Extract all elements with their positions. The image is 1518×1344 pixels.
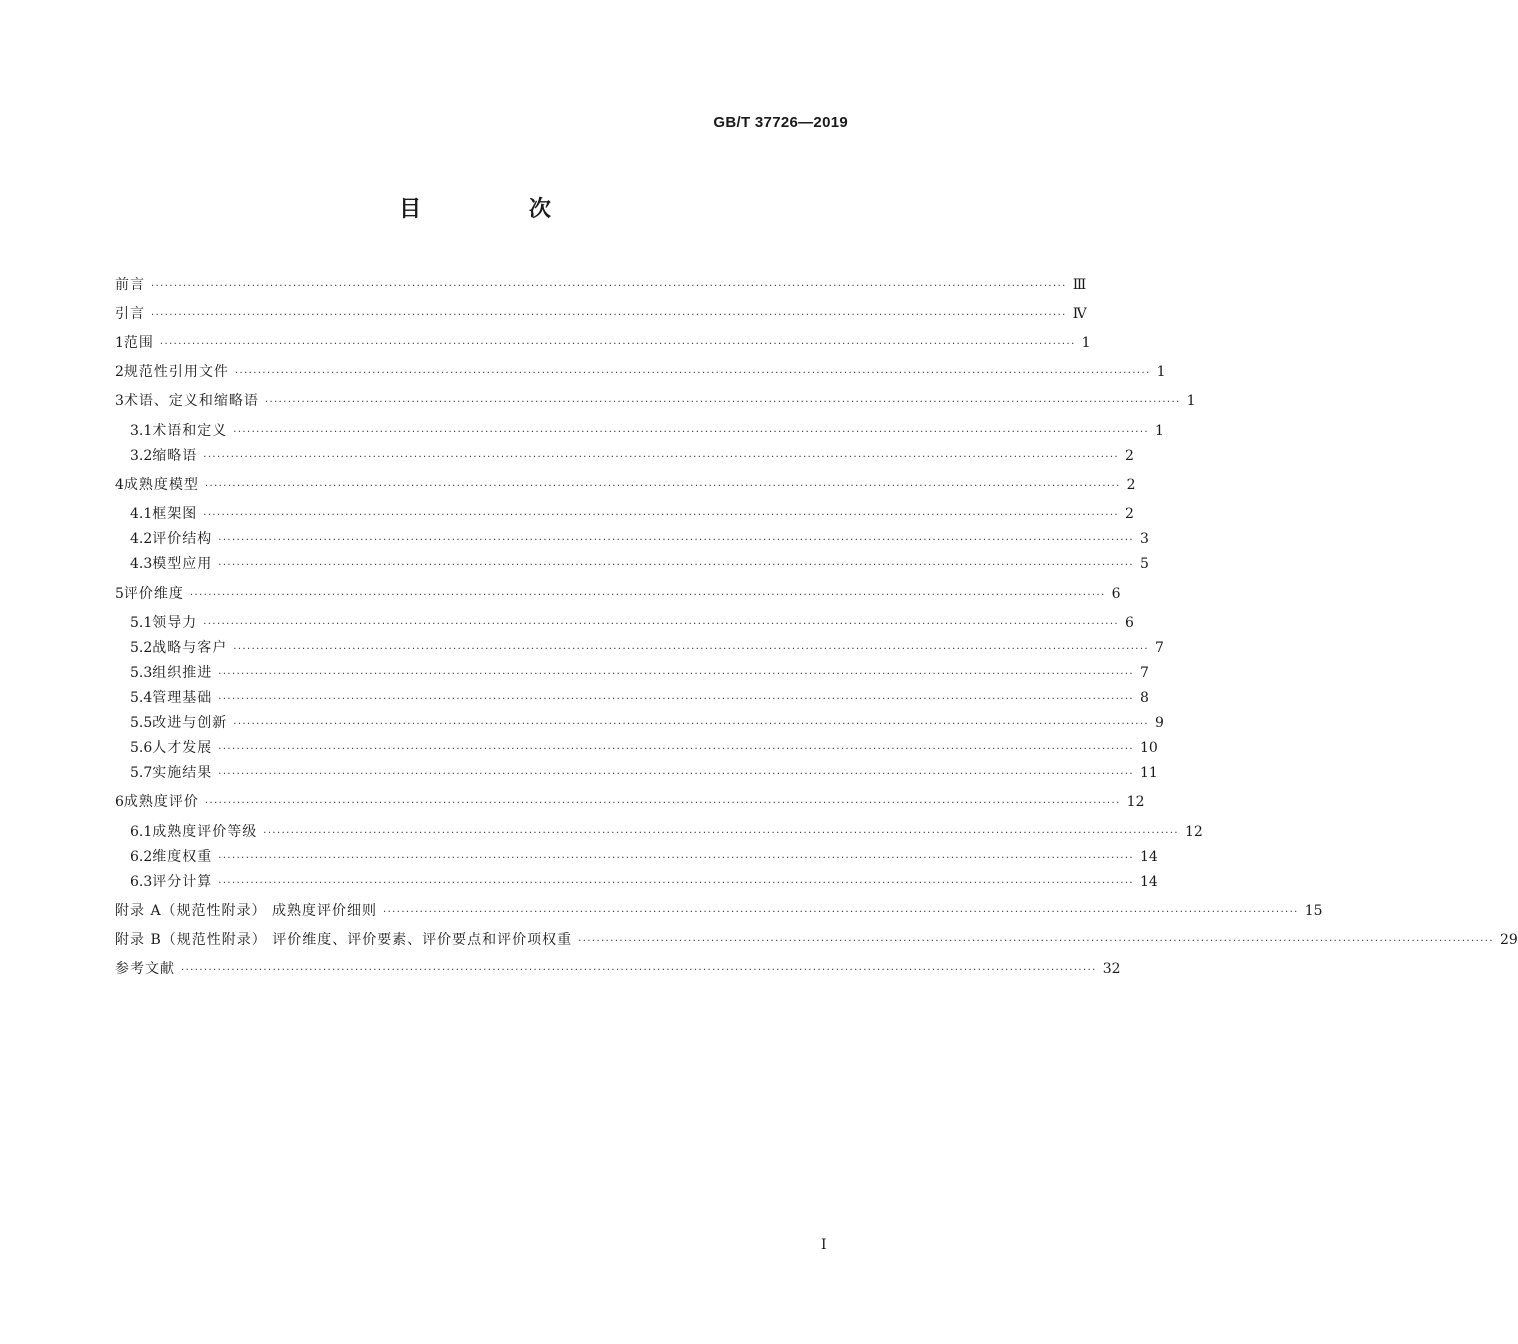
- toc-number: 5.6: [130, 740, 153, 756]
- toc-entry[interactable]: [130, 446, 1134, 468]
- toc-leader: ········································································································································································································: [203, 510, 1120, 521]
- toc-page: 2: [1126, 477, 1136, 493]
- toc-leader: ········································································································································································································: [233, 644, 1150, 655]
- toc-label: 组织推进: [152, 665, 213, 681]
- toc-number: 5.2: [130, 640, 153, 656]
- toc-label: 缩略语: [152, 448, 198, 464]
- toc-number: 6.3: [130, 874, 153, 890]
- toc-entry[interactable]: [115, 362, 1166, 384]
- toc-number: 4.3: [130, 556, 153, 572]
- toc-page: Ⅳ: [1072, 306, 1087, 322]
- toc-page: 7: [1155, 640, 1164, 656]
- toc-entry[interactable]: [130, 529, 1149, 551]
- toc-leader: ········································································································································································································: [204, 798, 1121, 809]
- toc-number: 5: [115, 586, 124, 602]
- toc-page: 1: [1156, 364, 1166, 380]
- toc-page: 1: [1155, 423, 1164, 439]
- toc-label: 实施结果: [152, 765, 213, 781]
- toc-label: 改进与创新: [152, 715, 228, 731]
- toc-page: 9: [1155, 715, 1164, 731]
- toc-leader: ········································································································································································································: [218, 560, 1135, 571]
- toc-leader: ········································································································································································································: [218, 535, 1135, 546]
- toc-entry[interactable]: [130, 554, 1149, 576]
- toc-entry[interactable]: [115, 584, 1121, 606]
- toc-label: 框架图: [152, 506, 198, 522]
- toc-number: 4: [115, 477, 124, 493]
- toc-leader: ········································································································································································································: [578, 936, 1494, 947]
- toc-number: 5.5: [130, 715, 153, 731]
- toc-label: 评价结构: [152, 531, 213, 547]
- toc-page: 11: [1140, 765, 1158, 781]
- toc-label: 前言: [115, 277, 145, 293]
- toc-leader: ········································································································································································································: [218, 694, 1135, 705]
- toc-leader: ········································································································································································································: [218, 669, 1135, 680]
- toc-number: 5.3: [130, 665, 153, 681]
- toc-label: 范围: [123, 335, 154, 351]
- toc-leader: ········································································································································································································: [218, 853, 1135, 864]
- toc-label: 术语和定义: [152, 423, 228, 439]
- toc-number: 6: [115, 794, 124, 810]
- toc-page: 1: [1186, 393, 1196, 409]
- toc-entry[interactable]: [115, 333, 1091, 355]
- toc-entry[interactable]: [130, 872, 1158, 894]
- toc-label: 管理基础: [152, 690, 213, 706]
- toc-entry[interactable]: [115, 901, 1323, 923]
- toc-entry[interactable]: [130, 763, 1158, 785]
- toc-label: 术语、定义和缩略语: [123, 393, 259, 409]
- toc-title: 目 次: [399, 197, 601, 222]
- toc-number: 5.1: [130, 615, 153, 631]
- toc-label: 人才发展: [152, 740, 213, 756]
- toc-label: 附录 B（规范性附录） 评价维度、评价要素、评价要点和评价项权重: [115, 932, 573, 948]
- toc-leader: ········································································································································································································: [233, 719, 1150, 730]
- toc-leader: ········································································································································································································: [234, 368, 1151, 379]
- toc-page: 14: [1140, 849, 1158, 865]
- toc-leader: ········································································································································································································: [159, 339, 1076, 350]
- toc-page: 1: [1081, 335, 1091, 351]
- toc-page: 2: [1125, 506, 1134, 522]
- toc-label: 引言: [115, 306, 145, 322]
- toc-entry[interactable]: [130, 738, 1158, 760]
- toc-page: 29: [1499, 932, 1518, 948]
- toc-page: 8: [1140, 690, 1149, 706]
- toc-number: 2: [115, 364, 124, 380]
- toc-leader: ········································································································································································································: [189, 590, 1106, 601]
- toc-number: 5.7: [130, 765, 153, 781]
- toc-label: 维度权重: [152, 849, 213, 865]
- toc-page: 6: [1125, 615, 1134, 631]
- toc-label: 成熟度评价等级: [152, 824, 258, 840]
- toc-label: 模型应用: [152, 556, 213, 572]
- toc-entry[interactable]: [130, 421, 1164, 443]
- toc-page: 10: [1140, 740, 1158, 756]
- toc-entry[interactable]: [115, 930, 1518, 952]
- toc-number: 6.1: [130, 824, 153, 840]
- toc-leader: ········································································································································································································: [383, 907, 1299, 918]
- toc-leader: ········································································································································································································: [218, 769, 1135, 780]
- page-number: Ⅰ: [821, 1237, 827, 1253]
- toc-label: 评分计算: [152, 874, 213, 890]
- toc-number: 1: [115, 335, 124, 351]
- toc-label: 规范性引用文件: [123, 364, 229, 380]
- toc-page: 5: [1140, 556, 1149, 572]
- toc-page: 12: [1185, 824, 1203, 840]
- toc-entry[interactable]: [115, 792, 1145, 814]
- toc-entry[interactable]: [130, 822, 1203, 844]
- toc-entry[interactable]: [115, 275, 1087, 297]
- toc-entry[interactable]: [130, 613, 1134, 635]
- standard-code: GB/T 37726—2019: [713, 114, 848, 131]
- toc-number: 6.2: [130, 849, 153, 865]
- toc-label: 参考文献: [115, 961, 175, 977]
- toc-number: 3.2: [130, 448, 153, 464]
- toc-entry[interactable]: [130, 504, 1134, 526]
- toc-leader: ········································································································································································································: [204, 481, 1121, 492]
- toc-page: 12: [1126, 794, 1145, 810]
- toc-entry[interactable]: [115, 391, 1196, 413]
- toc-page: 7: [1140, 665, 1149, 681]
- toc-entry[interactable]: [115, 959, 1121, 981]
- toc-label: 评价维度: [123, 586, 184, 602]
- toc-entry[interactable]: [130, 847, 1158, 869]
- toc-page: 2: [1125, 448, 1134, 464]
- table-of-contents: [115, 0, 1518, 1000]
- toc-number: 3: [115, 393, 124, 409]
- toc-leader: ········································································································································································································: [264, 397, 1181, 408]
- toc-leader: ········································································································································································································: [151, 310, 1067, 321]
- toc-entry[interactable]: [130, 638, 1164, 660]
- toc-leader: ········································································································································································································: [203, 619, 1120, 630]
- toc-leader: ········································································································································································································: [233, 427, 1150, 438]
- toc-entry[interactable]: [115, 304, 1087, 326]
- toc-number: 3.1: [130, 423, 153, 439]
- toc-label: 战略与客户: [152, 640, 228, 656]
- toc-page: 15: [1304, 903, 1323, 919]
- toc-label: 领导力: [152, 615, 198, 631]
- toc-number: 4.2: [130, 531, 153, 547]
- toc-label: 附录 A（规范性附录） 成熟度评价细则: [115, 903, 378, 919]
- toc-leader: ········································································································································································································: [218, 878, 1135, 889]
- toc-leader: ········································································································································································································: [151, 281, 1067, 292]
- toc-leader: ········································································································································································································: [181, 965, 1097, 976]
- toc-page: 32: [1102, 961, 1121, 977]
- toc-page: Ⅲ: [1072, 277, 1087, 293]
- toc-page: 14: [1140, 874, 1158, 890]
- toc-number: 4.1: [130, 506, 153, 522]
- toc-entry[interactable]: [115, 475, 1136, 497]
- toc-number: 5.4: [130, 690, 153, 706]
- toc-label: 成熟度模型: [123, 477, 199, 493]
- toc-entry[interactable]: [130, 713, 1164, 735]
- toc-label: 成熟度评价: [123, 794, 199, 810]
- toc-leader: ········································································································································································································: [203, 452, 1120, 463]
- toc-page: 6: [1111, 586, 1121, 602]
- toc-entry[interactable]: [130, 688, 1149, 710]
- toc-leader: ········································································································································································································: [218, 744, 1135, 755]
- toc-entry[interactable]: [130, 663, 1149, 685]
- toc-leader: ········································································································································································································: [263, 828, 1180, 839]
- toc-page: 3: [1140, 531, 1149, 547]
